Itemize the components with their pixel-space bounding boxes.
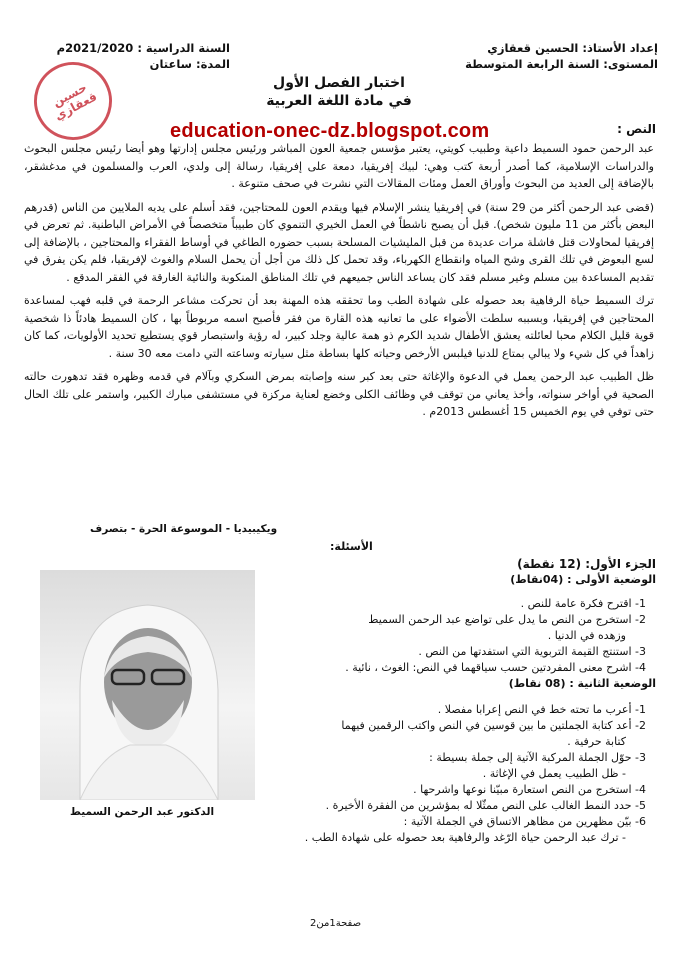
level: المستوى: السنة الرابعة المتوسطة — [465, 57, 658, 71]
exam-title — [189, 74, 489, 110]
header-right — [408, 40, 658, 72]
paragraph-1: عبد الرحمن حمود السميط داعية وطبيب كويتي، يعتبر مؤسس جمعية العون المباشر ورئيس مجلس إدارتها وهو أيضا رئيس مجلس البحوث والدراسات الإسلامية، كما أصدر أربعة كتب وهي: لبيك إفريقيا، دمعة على إفريقيا، رسالة إلى ولدي، العرب والمسلمون في مدغشقر، بالإضافة إلى العديد من البحوث وأوراق العمل ومئات المقالات التي نشرت في صحف متنوعة . — [24, 142, 654, 190]
s1-item-2: 2- استخرج من النص ما يدل على تواضع عبد الرحمن السميط — [368, 613, 646, 626]
prepared-by: إعداد الأستاذ: الحسين قعقازي — [487, 41, 658, 55]
photo-caption: الدكتور عبد الرحمن السميط — [70, 806, 215, 818]
s1-item-3: 3- استنتج القيمة التربوية التي استفدتها من النص . — [418, 645, 646, 658]
situation-2-title: الوضعية الثانية : (08 نقاط) — [508, 677, 656, 690]
paragraph-2: (قضى عبد الرحمن أكثر من 29 سنة) في إفريقيا ينشر الإسلام فيها ويقدم العون للمحتاجين، فقد أسلم على يديه الملايين من الناس (قدرهم البعض بأكثر من 11 مليون شخص). قبل أن يصبح ناشطاً في العمل الخيري التنموي كان طبيباً متخصصاً في الأمراض الباطنية. ثم تعرض في إفريقيا لمحاولات قتل فاشلة مرات عديدة من قبل المليشيات المسلحة بسبب حضوره الطاغي في أوساط الفقراء والمحتاجين ، بالإضافة إلى لسع البعوض في تلك القرى وشح المياه وانقطاع الكهرباء، وقد تحمل كل ذلك من أجل أن يحمل السلام والغوث لإفريقيا، فلم يكن يفرق في تقديم المساعدة بين مسلم وغير مسلم فقد كان يساعد الناس جميعهم في تلك المناطق المنكوبة والنائية الغارقة في الفقر المدقع . — [24, 200, 654, 284]
s2-item-2: 2- أعد كتابة الجملتين ما بين قوسين في النص واكتب الرقمين فيهما — [341, 719, 646, 732]
situation-1-title: الوضعية الأولى : (04نقاط) — [510, 573, 656, 586]
title-line-2: في مادة اللغة العربية — [266, 93, 412, 109]
duration: المدة: ساعتان — [149, 57, 230, 71]
s2-item-5: 5- حدد النمط الغالب على النص ممثّلا له بمؤشرين من الفقرة الأخيرة . — [325, 799, 646, 812]
s2-item-2-cont: كتابة حرفية . — [567, 735, 626, 748]
s2-item-3-example: - ظل الطبيب يعمل في الإغاثة . — [482, 767, 626, 780]
s2-item-6-example: - ترك عبد الرحمن حياة الرّغد والرفاهية بعد حصوله على شهادة الطب . — [304, 831, 626, 844]
text-body — [24, 140, 654, 421]
title-line-1: اختبار الفصل الأول — [273, 75, 405, 91]
stamp-text: حسين قعقازي — [50, 80, 100, 124]
s1-item-2-cont: وزهده في الدنيا . — [547, 629, 626, 642]
paragraph-4: ظل الطبيب عبد الرحمن يعمل في الدعوة والإغاثة حتى بعد كبر سنه وإصابته بمرض السكري وبآلام في قدمه وظهره فقد تدهورت حالته الصحية في أواخر سنواته، وأخذ يعاني من توقف في وظائف الكلى وخضع لعناية مركزة في مستشفى مبارك الكبير، واستمر على تلك الحال حتى توفي في يوم الخميس 15 أغسطس 2013م . — [24, 370, 654, 418]
s2-item-3: 3- حوّل الجملة المركبة الآتية إلى جملة بسيطة : — [429, 751, 646, 764]
questions-label: الأسئلة: — [330, 540, 373, 553]
school-year: السنة الدراسية : 2021/2020م — [56, 41, 230, 55]
page-number: صفحة1من2 — [310, 918, 362, 929]
s1-item-1: 1- اقترح فكرة عامة للنص . — [520, 597, 646, 610]
s1-item-4: 4- اشرح معنى المفردتين حسب سياقهما في النص: الغوث ، نائية . — [345, 661, 646, 674]
part-1 — [266, 556, 656, 846]
s2-item-1: 1- أعرب ما تحته خط في النص إعرابا مفصلا . — [437, 703, 646, 716]
source: ويكيبيديا - الموسوعة الحرة - بتصرف — [90, 523, 278, 535]
s2-item-4: 4- استخرج من النص استعارة مبيّنا نوعها واشرحها . — [413, 783, 646, 796]
portrait-image — [40, 570, 255, 800]
part-1-title: الجزء الأول: (12 نقطة) — [517, 557, 656, 571]
paragraph-3: ترك السميط حياة الرفاهية بعد حصوله على شهادة الطب وما تحققه هذه المهنة بعد أن تحركت مشاعر الرحمة في قلبه فهب لمساعدة المحتاجين في إفريقيا، وبسببه سلطت الأضواء على ما تعانيه هذه القارة من فقر فأصبح اسمه مربوطاً بها ، كان السميط هادئاً ذا شخصية قوية قليل الكلام محبا لعائلته يعشق الأطفال شديد الكرم ذو همة عالية وجلد كبير، له رؤية واستبصار قوي يستطيع تحديد الأولويات، كما كان زاهداً في كل شيء ولا يبالي بمتاع للدنيا فيلبس الأرخص وحياته كلها بساطة مثل سيارته وساعته التي دامت معه 30 سنة . — [24, 294, 654, 360]
text-label: النص : — [617, 122, 656, 136]
s2-item-6: 6- بيّن مظهرين من مظاهر الاتساق في الجملة الآتية : — [403, 815, 646, 828]
portrait-photo — [40, 570, 255, 800]
watermark-url: education-onec-dz.blogspot.com — [170, 120, 490, 142]
